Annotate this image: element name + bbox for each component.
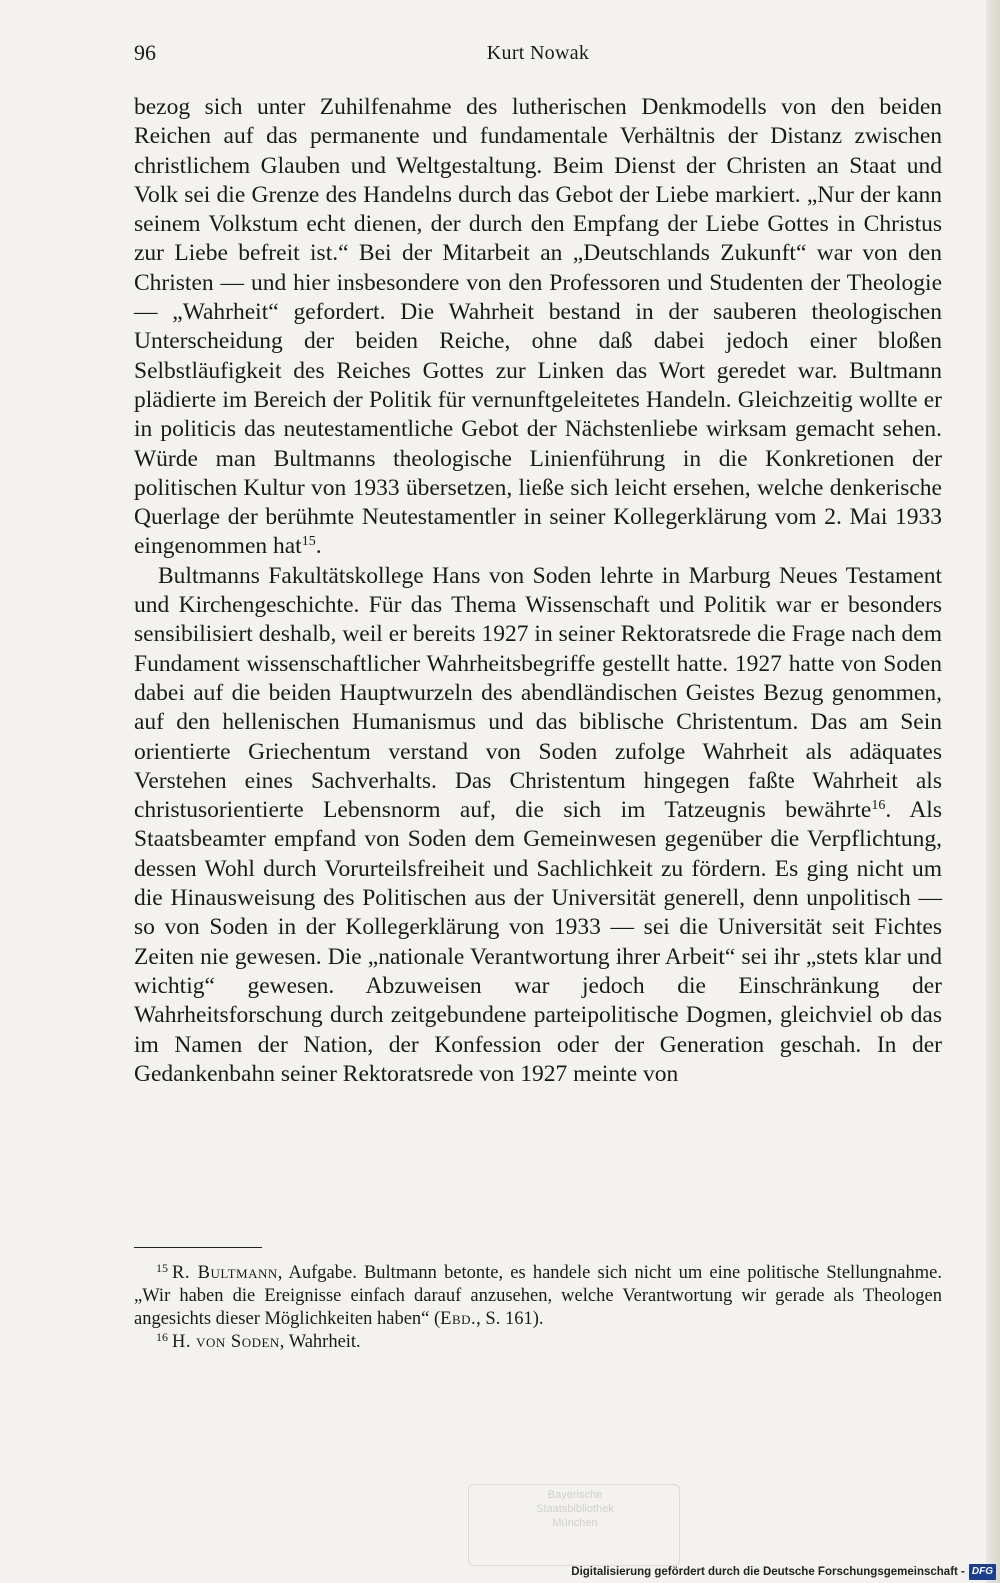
paragraph-1-text: bezog sich unter Zuhilfenahme des lutherischen Denkmodells von den beiden Reichen auf das permanente und fundamentale Verhältnis der Distanz zwischen christlichem Glauben und Weltgestaltung. Beim Dienst der Christen an Staat und Volk sei die Grenze des Handelns durch das Gebot der Liebe markiert. „Nur der kann seinem Volkstum echt dienen, der durch den Empfang der Liebe Gottes in Christus zur Liebe befreit ist.“ Bei der Mitarbeit an „Deutschlands Zukunft“ war von den Christen — und hier insbesondere von den Professoren und Studenten der Theologie — „Wahrheit“ gefordert. Die Wahrheit bestand in der sauberen theologischen Unterscheidung der beiden Reiche, ohne daß dabei jedoch einer bloßen Selbstläufigkeit des Reiches Gottes zur Linken das Wort geredet war. Bultmann plädierte im Bereich der Politik für vernunftgeleitetes Handeln. Gleichzeitig wollte er in politicis das neutestamentliche Gebot der Nächstenliebe wirksam gemacht sehen. Würde man Bultmanns theologische Linienführung in die Konkretionen der politischen Kultur von 1933 übersetzen, ließe sich leicht ersehen, welche denkerische Querlage der berühmte Neutestamentler in seiner Kollegerklärung vom 2. Mai 1933 eingenommen hat: [134, 94, 942, 560]
paragraph-2: [134, 562, 942, 1089]
paragraph-2-text: Bultmanns Fakultätskollege Hans von Soden lehrte in Marburg Neues Testament und Kirchengeschichte. Für das Thema Wissenschaft und Politik war er besonders sensibilisiert deshalb, weil er bereits 1927 in seiner Rektoratsrede die Frage nach dem Fundament wissenschaftlicher Wahrheitsbegriffe gestellt hatte. 1927 hatte von Soden dabei auf die beiden Hauptwurzeln des abendländischen Geistes Bezug genommen, auf den hellenischen Humanismus und das biblische Christentum. Das am Sein orientierte Griechentum verstand von Soden zufolge Wahrheit als adäquates Verstehen eines Sachverhalts. Das Christentum hingegen faßte Wahrheit als christusorientierte Lebensnorm auf, die sich im Tatzeugnis bewährte: [134, 562, 942, 824]
page-number: 96: [134, 40, 156, 65]
footnote-ref: Ebd.: [440, 1309, 477, 1329]
footnote-number: 15: [156, 1261, 168, 1275]
footnote-number: 16: [156, 1330, 168, 1344]
main-text: [134, 93, 942, 1089]
running-title: Kurt Nowak: [486, 42, 590, 64]
stamp-line: Bayerische: [547, 1489, 603, 1501]
library-stamp-text: [500, 1488, 650, 1530]
footnote-separator: [134, 1247, 262, 1248]
digitization-credit: [571, 1561, 1000, 1583]
paragraph-1-end: .: [315, 533, 322, 560]
footnote-15: [134, 1262, 942, 1331]
footnote-16: [134, 1331, 942, 1354]
footnote-ref-15[interactable]: 15: [301, 534, 316, 550]
page-edge-shadow: [986, 0, 1000, 1583]
footnote-text: , Wahrheit.: [279, 1332, 361, 1352]
running-head: [134, 40, 942, 72]
footnotes: [134, 1262, 942, 1354]
footnote-author: H. von Soden: [172, 1332, 280, 1352]
paragraph-1: [134, 93, 942, 562]
footnote-ref-tail: , S. 161).: [476, 1309, 544, 1329]
dfg-logo: DFG: [969, 1564, 996, 1580]
stamp-line: Staatsbibliothek: [536, 1503, 614, 1515]
credit-text: Digitalisierung gefördert durch die Deutsche Forschungsgemeinschaft -: [571, 1566, 965, 1578]
footnote-author: R. Bultmann: [172, 1263, 278, 1283]
footnote-ref-16[interactable]: 16: [871, 798, 886, 814]
stamp-line: München: [552, 1517, 598, 1529]
paragraph-2-continued: . Als Staatsbeamter empfand von Soden dem Gemeinwesen gegenüber die Verpflichtung, dessen Wohl durch Vorurteilsfreiheit und Sachlichkeit zu fördern. Es ging nicht um die Hinausweisung des Politischen aus der Universität generell, denn unpolitisch — so von Soden in der Kollegerklärung von 1933 — sei die Universität seit Fichtes Zeiten nie gewesen. Die „nationale Verantwortung ihrer Arbeit“ sei ihr „stets klar und wichtig“ gewesen. Abzuweisen war jedoch die Einschränkung der Wahrheitsforschung durch zeitgebundene parteipolitische Dogmen, gleichviel ob das im Namen der Nation, der Konfession oder der Generation geschah. In der Gedankenbahn seiner Rektoratsrede von 1927 meinte von: [134, 797, 942, 1087]
footnote-text: , Aufgabe. Bultmann betonte, es handele sich nicht um eine politische Stellungnahme. „Wir haben die Ereignisse einfach darauf anzusehen, welche Verantwortung wir gerade als Theologen angesichts dieser Möglichkeiten haben“ (: [134, 1263, 942, 1329]
